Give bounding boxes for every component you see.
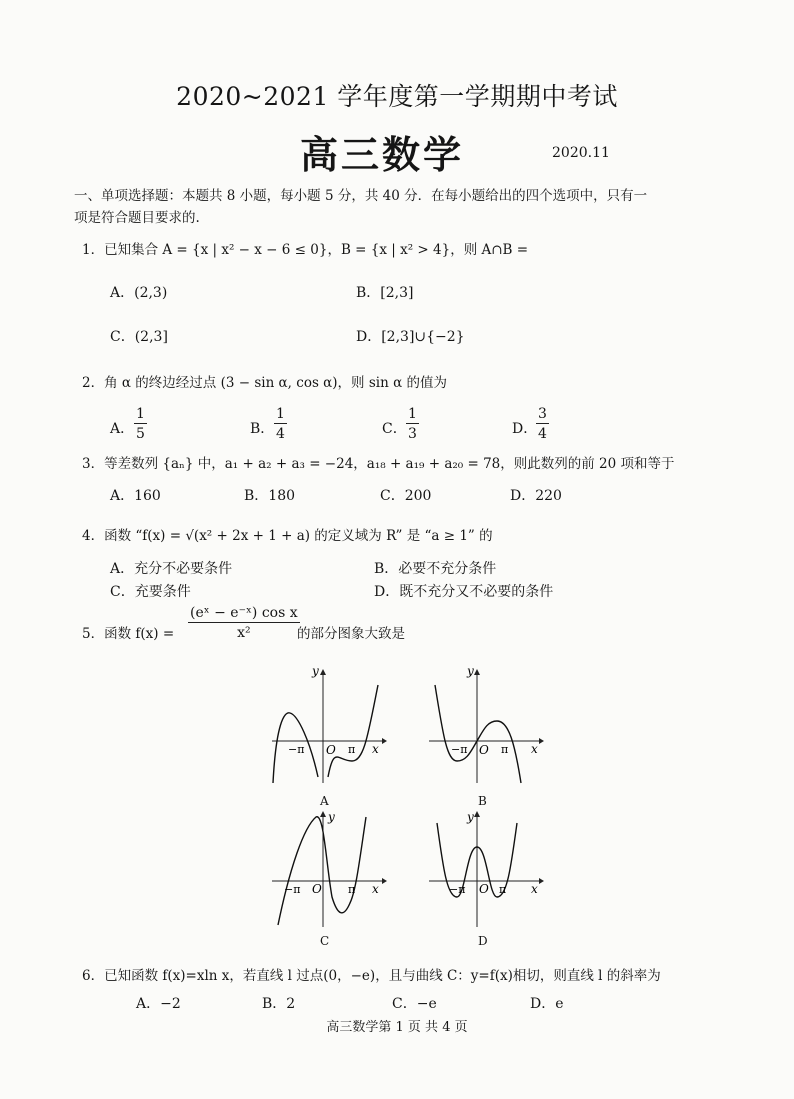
graph-c (268, 807, 388, 931)
section-intro-line-1: 一、单项选择题：本题共 8 小题，每小题 5 分，共 40 分．在每小题给出的四个选项中，只有一 (74, 188, 648, 204)
q4-option-b: B．必要不充分条件 (374, 561, 497, 577)
graph-c-origin: O (312, 882, 322, 896)
graph-d-y-arrow (474, 811, 480, 817)
section-intro-line-2: 项是符合题目要求的. (74, 210, 200, 226)
graph-c-neg-pi: −π (284, 883, 301, 896)
graph-a-label: A (320, 794, 329, 808)
q5-lead: 5．函数 f(x) = (82, 626, 175, 642)
graph-c-curve (278, 817, 366, 925)
q2-option-c-num: 1 (408, 406, 417, 422)
q2-stem: 2．角 α 的终边经过点 (3 − sin α, cos α)，则 sin α 的值为 (82, 375, 447, 391)
q2-option-b-den: 4 (276, 426, 285, 442)
q2-option-d-fraction (536, 405, 549, 444)
graph-b-y-arrow (474, 669, 480, 675)
q2-option-d-den: 4 (538, 426, 547, 442)
graph-d-x-arrow (539, 878, 544, 884)
graph-c-y-arrow (320, 811, 326, 817)
graph-a-x-arrow (382, 738, 387, 744)
graph-d-neg-pi: −π (449, 883, 466, 896)
q4-stem: 4．函数 “f(x) = √(x² + 2x + 1 + a) 的定义域为 R” 是 “a ≥ 1” 的 (82, 528, 493, 544)
q4-option-c: C．充要条件 (110, 584, 191, 600)
graph-b-x-label: x (531, 742, 538, 756)
graph-c-y-label: y (328, 810, 335, 824)
q3-stem: 3．等差数列 {aₙ} 中，a₁ + a₂ + a₃ = −24，a₁₈ + a₁₉ + a₂₀ = 78，则此数列的前 20 项和等于 (82, 456, 675, 472)
exam-title: 2020~2021 学年度第一学期期中考试 (176, 82, 618, 111)
q2-option-a-label: A． (110, 421, 135, 437)
q6-option-a: A．−2 (136, 996, 181, 1012)
graph-a-y-label: y (312, 665, 319, 678)
graph-b-x-arrow (539, 738, 544, 744)
q1-stem: 1．已知集合 A = {x | x² − x − 6 ≤ 0}，B = {x | x² > 4}，则 A∩B = (82, 242, 529, 258)
q6-stem: 6．已知函数 f(x)=xln x，若直线 l 过点(0，−e)，且与曲线 C：y=f(x)相切，则直线 l 的斜率为 (82, 968, 661, 984)
graph-d-label: D (478, 934, 488, 948)
q2-option-c-label: C． (382, 421, 407, 437)
q2-option-b-label: B． (250, 421, 275, 437)
q1-option-a: A．(2,3) (110, 285, 168, 301)
q2-option-d-num: 3 (538, 406, 547, 422)
graph-c-x-label: x (372, 882, 379, 896)
page-footer: 高三数学第 1 页 共 4 页 (326, 1020, 468, 1035)
subject-title: 高三数学 (300, 132, 465, 177)
exam-date: 2020.11 (552, 145, 610, 161)
graph-d-x-label: x (531, 882, 538, 896)
q3-option-a: A．160 (110, 488, 161, 504)
graph-d-pos-pi: π (499, 883, 507, 896)
q6-option-b: B．2 (262, 996, 296, 1012)
graph-b (425, 665, 545, 787)
q5-tail: 的部分图象大致是 (297, 626, 405, 642)
q3-option-d: D．220 (510, 488, 562, 504)
q2-option-d-label: D． (512, 421, 538, 437)
graph-a (268, 665, 388, 787)
q2-option-a-den: 5 (136, 426, 145, 442)
q2-option-b-num: 1 (276, 406, 285, 422)
q1-option-d: D．[2,3]∪{−2} (356, 329, 465, 345)
graph-a-y-arrow (320, 669, 326, 675)
q3-option-c: C．200 (380, 488, 432, 504)
q1-option-b: B．[2,3] (356, 285, 414, 301)
graph-b-curve (435, 685, 521, 783)
graph-d-origin: O (479, 882, 489, 896)
graph-b-origin: O (479, 743, 489, 757)
graph-d-y-label: y (467, 810, 474, 824)
q2-option-c-fraction (406, 405, 419, 444)
graph-c-label: C (320, 934, 330, 948)
graph-c-pos-pi: π (348, 883, 356, 896)
graph-a-origin: O (326, 743, 336, 757)
graph-b-pos-pi: π (501, 743, 509, 756)
graph-a-x-label: x (372, 742, 379, 756)
q6-option-c: C．−e (392, 996, 437, 1012)
q4-option-d: D．既不充分又不必要的条件 (374, 584, 554, 600)
graph-a-pos-pi: π (348, 743, 356, 756)
q3-option-b: B．180 (244, 488, 296, 504)
q5-fraction-den: x² (237, 625, 251, 641)
q2-option-b-fraction (274, 405, 287, 444)
q5-fraction (188, 604, 300, 643)
graph-a-curve-right (328, 685, 378, 777)
q6-option-d: D．e (530, 996, 564, 1012)
graph-c-x-arrow (382, 878, 387, 884)
graph-d (425, 807, 545, 931)
graph-b-neg-pi: −π (451, 743, 468, 756)
q2-option-c-den: 3 (408, 426, 417, 442)
q5-fraction-num: (eˣ − e⁻ˣ) cos x (190, 605, 298, 621)
graph-b-y-label: y (467, 665, 474, 678)
q2-option-a-num: 1 (136, 406, 145, 422)
graph-b-label: B (478, 794, 487, 808)
graph-a-neg-pi: −π (288, 743, 305, 756)
q4-option-a: A．充分不必要条件 (110, 561, 233, 577)
q2-option-a-fraction (134, 405, 147, 444)
q1-option-c: C．(2,3] (110, 329, 168, 345)
